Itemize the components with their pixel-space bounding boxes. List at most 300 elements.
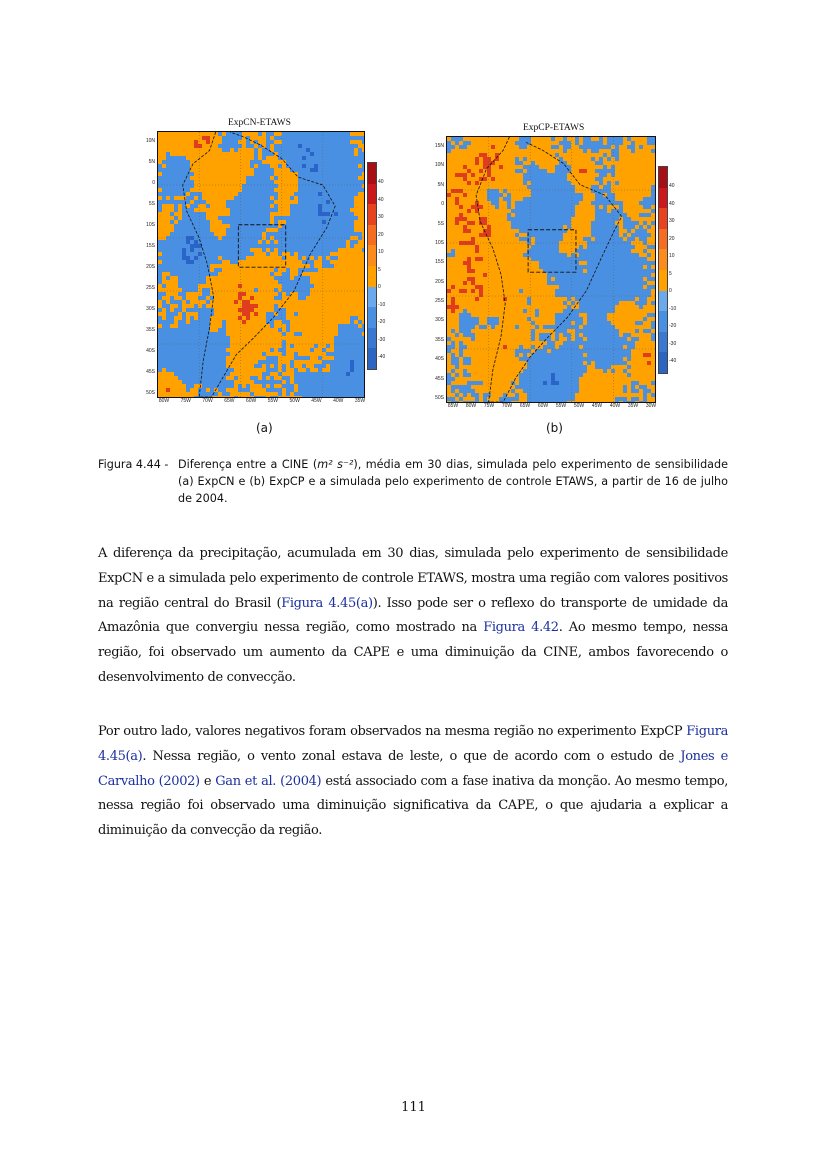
map-cell [503, 217, 507, 221]
map-cell [166, 172, 170, 176]
map-cell [346, 176, 350, 180]
map-cell [194, 328, 198, 332]
map-cell [471, 169, 475, 173]
map-cell [599, 217, 603, 221]
map-cell [206, 288, 210, 292]
map-cell [266, 212, 270, 216]
map-cell [286, 144, 290, 148]
map-cell [330, 180, 334, 184]
map-cell [519, 213, 523, 217]
map-cell [262, 372, 266, 376]
map-cell [174, 380, 178, 384]
map-cell [350, 160, 354, 164]
map-cell [174, 164, 178, 168]
map-cell [158, 168, 162, 172]
map-cell [342, 204, 346, 208]
map-cell [362, 284, 364, 288]
map-cell [338, 148, 342, 152]
map-cell [471, 165, 475, 169]
map-cell [539, 193, 543, 197]
map-cell [551, 225, 555, 229]
map-cell [182, 340, 186, 344]
map-cell [210, 160, 214, 164]
map-cell [198, 196, 202, 200]
map-cell [583, 197, 587, 201]
map-cell [559, 233, 563, 237]
map-cell [571, 157, 575, 161]
map-cell [587, 161, 591, 165]
map-cell [463, 177, 467, 181]
map-cell [186, 200, 190, 204]
map-cell [318, 200, 322, 204]
map-cell [362, 148, 364, 152]
map-cell [627, 173, 631, 177]
map-cell [286, 388, 290, 392]
map-cell [218, 216, 222, 220]
map-cell [294, 292, 298, 296]
map-cell [186, 268, 190, 272]
map-cell [186, 276, 190, 280]
map-cell [198, 320, 202, 324]
map-cell [258, 152, 262, 156]
map-cell [174, 224, 178, 228]
map-cell [174, 300, 178, 304]
map-cell [623, 169, 627, 173]
map-cell [190, 332, 194, 336]
map-cell [619, 169, 623, 173]
map-cell [218, 260, 222, 264]
map-cell [162, 136, 166, 140]
map-cell [627, 205, 631, 209]
map-cell [202, 176, 206, 180]
map-cell [218, 132, 222, 136]
map-cell [575, 137, 579, 141]
map-cell [358, 344, 362, 348]
map-cell [230, 292, 234, 296]
map-cell [350, 140, 354, 144]
map-cell [258, 280, 262, 284]
map-cell [330, 184, 334, 188]
map-cell [166, 228, 170, 232]
map-cell [214, 132, 218, 136]
map-cell [290, 352, 294, 356]
map-cell [571, 225, 575, 229]
map-cell [234, 320, 238, 324]
map-cell [190, 156, 194, 160]
map-cell [294, 180, 298, 184]
map-cell [182, 224, 186, 228]
map-cell [234, 388, 238, 392]
map-cell [575, 205, 579, 209]
map-cell [447, 221, 451, 225]
map-cell [306, 212, 310, 216]
map-cell [338, 280, 342, 284]
map-cell [250, 288, 254, 292]
map-cell [162, 312, 166, 316]
map-cell [326, 260, 330, 264]
map-cell [314, 372, 318, 376]
map-cell [619, 209, 623, 213]
map-cell [298, 212, 302, 216]
map-cell [346, 144, 350, 148]
map-cell [507, 229, 511, 233]
map-cell [507, 173, 511, 177]
map-cell [282, 344, 286, 348]
map-cell [198, 260, 202, 264]
map-cell [226, 200, 230, 204]
map-cell [507, 161, 511, 165]
map-cell [174, 244, 178, 248]
map-cell [571, 233, 575, 237]
map-cell [182, 364, 186, 368]
map-cell [270, 372, 274, 376]
map-cell [270, 308, 274, 312]
map-cell [350, 348, 354, 352]
map-cell [306, 240, 310, 244]
map-cell [186, 224, 190, 228]
map-cell [499, 245, 503, 249]
map-cell [515, 153, 519, 157]
map-cell [342, 196, 346, 200]
map-cell [346, 396, 350, 397]
map-cell [334, 232, 338, 236]
map-cell [266, 160, 270, 164]
map-cell [210, 328, 214, 332]
map-cell [643, 173, 647, 177]
map-cell [346, 296, 350, 300]
map-cell [210, 184, 214, 188]
map-cell [250, 196, 254, 200]
map-cell [302, 288, 306, 292]
map-cell [627, 153, 631, 157]
map-cell [362, 244, 364, 248]
map-cell [226, 168, 230, 172]
map-cell [455, 189, 459, 193]
map-cell [555, 213, 559, 217]
map-cell [310, 312, 314, 316]
map-cell [623, 157, 627, 161]
map-cell [587, 197, 591, 201]
map-cell [631, 145, 635, 149]
map-cell [222, 272, 226, 276]
map-cell [571, 189, 575, 193]
map-cell [282, 164, 286, 168]
map-cell [619, 181, 623, 185]
map-cell [286, 152, 290, 156]
map-cell [210, 204, 214, 208]
map-cell [210, 252, 214, 256]
map-cell [334, 348, 338, 352]
map-cell [451, 225, 455, 229]
map-cell [362, 216, 364, 220]
map-cell [246, 144, 250, 148]
map-cell [194, 264, 198, 268]
map-cell [270, 388, 274, 392]
map-cell [158, 264, 162, 268]
map-cell [214, 168, 218, 172]
map-cell [194, 152, 198, 156]
map-cell [583, 193, 587, 197]
map-cell [495, 237, 499, 241]
map-cell [579, 217, 583, 221]
map-cell [483, 205, 487, 209]
map-cell [495, 189, 499, 193]
map-cell [471, 173, 475, 177]
map-cell [350, 244, 354, 248]
map-cell [306, 204, 310, 208]
map-cell [226, 320, 230, 324]
map-cell [651, 233, 655, 237]
map-cell [346, 312, 350, 316]
map-cell [330, 320, 334, 324]
map-cell [647, 221, 651, 225]
map-cell [186, 260, 190, 264]
map-cell [350, 388, 354, 392]
map-cell [611, 213, 615, 217]
map-cell [266, 324, 270, 328]
map-cell [330, 248, 334, 252]
map-cell [479, 197, 483, 201]
map-cell [298, 184, 302, 188]
map-cell [226, 268, 230, 272]
map-cell [178, 180, 182, 184]
map-cell [270, 300, 274, 304]
map-cell [290, 164, 294, 168]
map-cell [282, 160, 286, 164]
map-cell [591, 161, 595, 165]
map-cell [451, 157, 455, 161]
map-cell [302, 376, 306, 380]
map-cell [210, 132, 214, 136]
map-cell [290, 384, 294, 388]
map-cell [262, 312, 266, 316]
map-cell [222, 164, 226, 168]
map-cell [567, 181, 571, 185]
map-cell [543, 237, 547, 241]
map-cell [330, 396, 334, 397]
map-cell [290, 324, 294, 328]
map-cell [222, 232, 226, 236]
map-cell [238, 392, 242, 396]
map-cell [278, 176, 282, 180]
map-cell [306, 276, 310, 280]
map-cell [326, 396, 330, 397]
map-cell [555, 141, 559, 145]
map-cell [314, 316, 318, 320]
map-cell [230, 336, 234, 340]
map-cell [178, 352, 182, 356]
map-cell [547, 177, 551, 181]
map-cell [254, 364, 258, 368]
map-cell [234, 312, 238, 316]
map-cell [222, 244, 226, 248]
map-cell [619, 221, 623, 225]
map-cell [583, 221, 587, 225]
map-cell [635, 209, 639, 213]
map-cell [310, 352, 314, 356]
map-cell [495, 221, 499, 225]
map-cell [342, 392, 346, 396]
map-cell [527, 217, 531, 221]
map-cell [206, 136, 210, 140]
map-cell [611, 193, 615, 197]
map-cell [230, 160, 234, 164]
map-cell [198, 276, 202, 280]
map-cell [354, 184, 358, 188]
map-cell [350, 168, 354, 172]
map-cell [186, 316, 190, 320]
map-cell [467, 189, 471, 193]
map-cell [639, 165, 643, 169]
map-cell [182, 176, 186, 180]
map-cell [258, 268, 262, 272]
map-cell [194, 240, 198, 244]
map-cell [342, 180, 346, 184]
map-cell [479, 157, 483, 161]
map-cell [306, 132, 310, 136]
map-cell [226, 144, 230, 148]
map-cell [358, 192, 362, 196]
map-cell [515, 161, 519, 165]
map-cell [166, 188, 170, 192]
map-cell [350, 180, 354, 184]
map-cell [166, 332, 170, 336]
map-cell [234, 212, 238, 216]
map-cell [362, 296, 364, 300]
map-cell [186, 376, 190, 380]
map-cell [250, 312, 254, 316]
map-cell [290, 224, 294, 228]
map-cell [210, 188, 214, 192]
map-cell [455, 201, 459, 205]
map-cell [258, 172, 262, 176]
map-cell [334, 368, 338, 372]
map-cell [354, 324, 358, 328]
map-cell [278, 192, 282, 196]
map-cell [190, 336, 194, 340]
map-cell [362, 252, 364, 256]
map-cell [314, 380, 318, 384]
map-cell [302, 320, 306, 324]
map-cell [346, 160, 350, 164]
map-cell [302, 336, 306, 340]
map-cell [338, 324, 342, 328]
map-cell [595, 237, 599, 241]
map-cell [346, 280, 350, 284]
map-cell [511, 141, 515, 145]
map-cell [170, 132, 174, 136]
map-cell [447, 229, 451, 233]
map-cell [242, 232, 246, 236]
map-cell [210, 168, 214, 172]
map-cell [286, 396, 290, 397]
map-cell [158, 372, 162, 376]
map-cell [459, 141, 463, 145]
map-cell [651, 165, 655, 169]
map-cell [603, 161, 607, 165]
map-cell [563, 197, 567, 201]
map-cell [194, 208, 198, 212]
map-cell [507, 189, 511, 193]
map-cell [591, 169, 595, 173]
map-cell [302, 316, 306, 320]
map-cell [362, 232, 364, 236]
map-cell [158, 156, 162, 160]
map-cell [290, 136, 294, 140]
map-cell [619, 205, 623, 209]
map-cell [250, 304, 254, 308]
map-cell [362, 260, 364, 264]
map-cell [362, 196, 364, 200]
map-cell [623, 221, 627, 225]
map-cell [298, 256, 302, 260]
map-cell [294, 140, 298, 144]
map-cell [178, 156, 182, 160]
map-cell [166, 392, 170, 396]
map-cell [575, 201, 579, 205]
map-cell [535, 221, 539, 225]
map-cell [274, 296, 278, 300]
map-cell [234, 364, 238, 368]
map-cell [178, 328, 182, 332]
map-cell [178, 224, 182, 228]
map-cell [451, 197, 455, 201]
map-cell [190, 152, 194, 156]
map-cell [286, 136, 290, 140]
map-cell [539, 221, 543, 225]
map-cell [222, 196, 226, 200]
map-cell [158, 248, 162, 252]
map-cell [326, 140, 330, 144]
map-cell [318, 308, 322, 312]
map-cell [575, 161, 579, 165]
map-cell [635, 169, 639, 173]
map-cell [314, 356, 318, 360]
map-cell [567, 233, 571, 237]
map-cell [190, 368, 194, 372]
map-cell [162, 152, 166, 156]
map-cell [591, 145, 595, 149]
map-cell [342, 300, 346, 304]
map-cell [278, 188, 282, 192]
map-cell [302, 184, 306, 188]
map-cell [511, 165, 515, 169]
map-cell [342, 132, 346, 136]
map-cell [242, 180, 246, 184]
map-cell [342, 304, 346, 308]
map-cell [627, 169, 631, 173]
map-cell [583, 225, 587, 229]
map-cell [495, 193, 499, 197]
map-cell [342, 144, 346, 148]
map-cell [254, 188, 258, 192]
map-cell [495, 225, 499, 229]
map-cell [631, 157, 635, 161]
map-cell [511, 245, 515, 249]
map-cell [226, 224, 230, 228]
map-cell [298, 216, 302, 220]
map-cell [170, 320, 174, 324]
map-cell [198, 336, 202, 340]
map-cell [547, 193, 551, 197]
map-cell [314, 396, 318, 397]
map-cell [266, 216, 270, 220]
map-cell [559, 157, 563, 161]
map-cell [266, 268, 270, 272]
map-cell [515, 197, 519, 201]
map-cell [631, 221, 635, 225]
map-cell [182, 308, 186, 312]
